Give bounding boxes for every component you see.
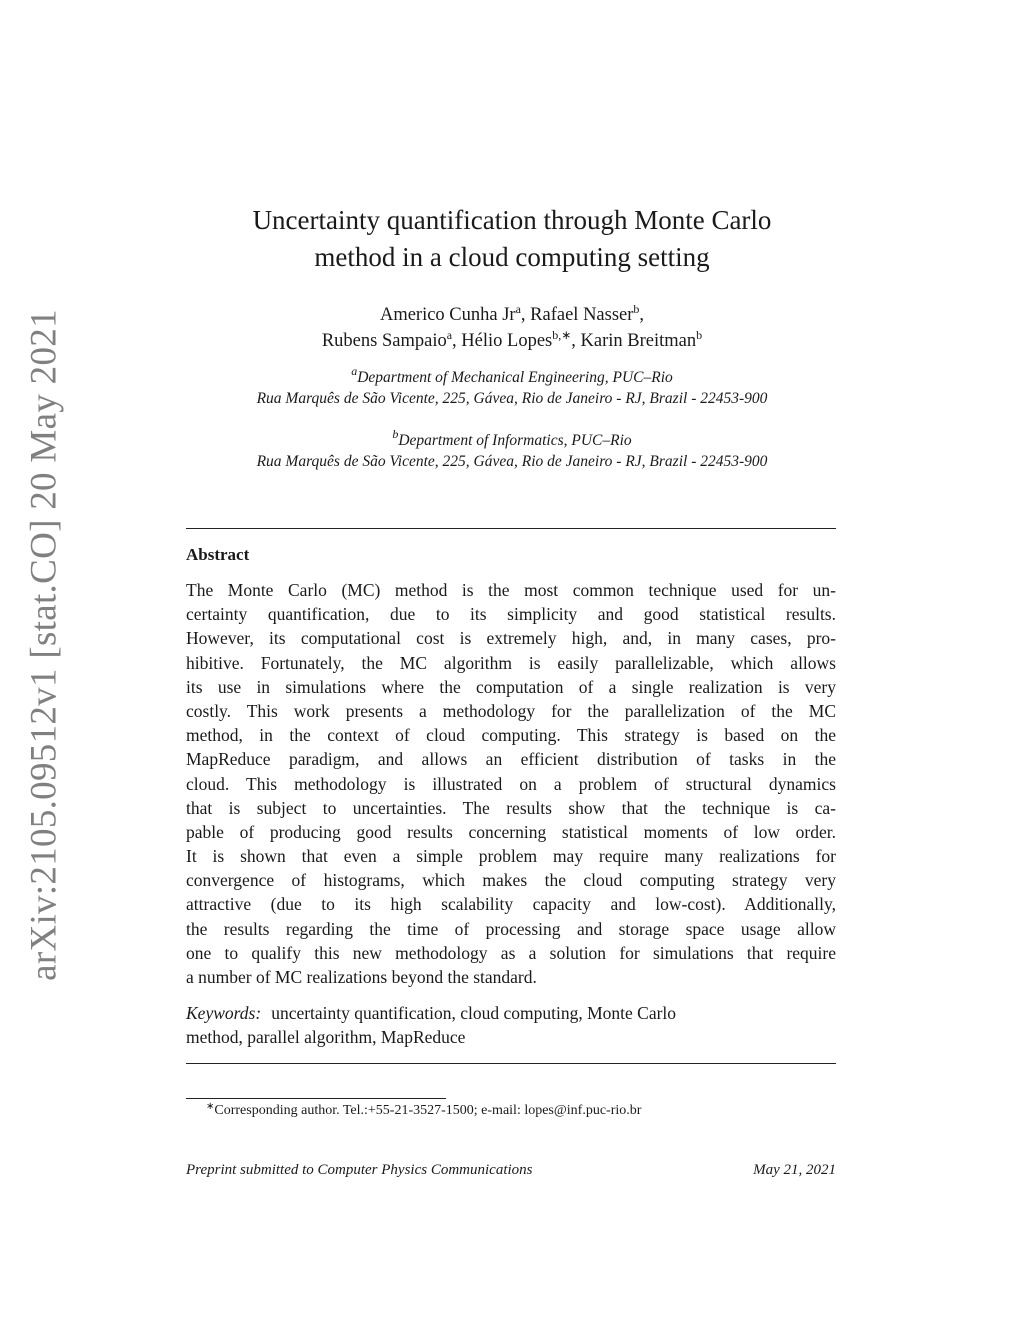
keywords-label: Keywords:: [186, 1003, 262, 1023]
author-affiliation-mark: b,∗: [552, 328, 572, 342]
author-affiliation-mark: a: [515, 302, 521, 316]
abstract-text: [186, 578, 836, 989]
arxiv-identifier: arXiv:2105.09512v1 [stat.CO] 20 May 2021: [23, 309, 65, 981]
author-name: Hélio Lopes: [461, 331, 553, 351]
abstract-line: one to qualify this new methodology as a solution for simulations that require: [186, 942, 836, 963]
footer-date: May 21, 2021: [753, 1162, 836, 1178]
abstract-line: attractive (due to its high scalability capacity and low-cost). Additionally,: [186, 894, 836, 915]
author-name: Rubens Sampaio: [321, 331, 447, 351]
author-separator: ,: [639, 305, 645, 325]
affiliation-mark: a: [351, 364, 358, 378]
abstract-line: However, its computational cost is extremely high, and, in many cases, pro-: [186, 628, 836, 649]
journal-notice: Preprint submitted to Computer Physics Communications: [186, 1162, 533, 1178]
abstract-line: that is subject to uncertainties. The results show that the technique is ca-: [186, 797, 836, 818]
author-affiliation-mark: b: [633, 302, 640, 316]
affiliation-department: Department of Informatics, PUC–Rio: [398, 432, 632, 449]
affiliation-mark: b: [392, 427, 399, 441]
abstract-heading: Abstract: [186, 545, 250, 564]
abstract-line: MapReduce paradigm, and allows an efficient distribution of tasks in the: [186, 749, 836, 770]
affiliation-address: Rua Marquês de São Vicente, 225, Gávea, Rio de Janeiro - RJ, Brazil - 22453-900: [256, 453, 768, 470]
abstract-line: costly. This work presents a methodology for the parallelization of the MC: [186, 700, 836, 721]
abstract-top-rule: [186, 528, 836, 529]
abstract-line: the results regarding the time of processing and storage space usage allow: [186, 918, 836, 939]
abstract-bottom-rule: [186, 1063, 836, 1064]
abstract-line: certainty quantification, due to its simplicity and good statistical results.: [186, 604, 836, 625]
keywords-line: method, parallel algorithm, MapReduce: [186, 1027, 466, 1048]
abstract-line: its use in simulations where the computation of a single realization is very: [186, 676, 836, 697]
footnote-text: Corresponding author. Tel.:+55-21-3527-1500; e-mail: lopes@inf.puc-rio.br: [214, 1103, 642, 1118]
footnote-rule: [186, 1098, 446, 1099]
affiliation-a: [150, 364, 874, 409]
author-affiliation-mark: b: [696, 328, 703, 342]
abstract-line: convergence of histograms, which makes the cloud computing strategy very: [186, 870, 836, 891]
title-line: Uncertainty quantification through Monte Carlo: [252, 205, 772, 235]
author-separator: ,: [452, 331, 462, 351]
affiliation-b: [150, 427, 874, 472]
abstract-line: method, in the context of cloud computing. This strategy is based on the: [186, 725, 836, 746]
keywords: [186, 1001, 836, 1049]
author-separator: ,: [520, 305, 531, 325]
author-name: Karin Breitman: [580, 331, 697, 351]
keywords-line: uncertainty quantification, cloud computing, Monte Carlo: [271, 1003, 677, 1023]
footnote: [186, 1101, 836, 1121]
title-line: method in a cloud computing setting: [314, 242, 710, 272]
affiliation-department: Department of Mechanical Engineering, PUC–Rio: [357, 369, 673, 386]
footnote-mark: ∗: [206, 1101, 215, 1112]
author-line: [180, 328, 844, 354]
abstract-line: cloud. This methodology is illustrated on a problem of structural dynamics: [186, 773, 836, 794]
page-footer: [186, 1160, 836, 1180]
abstract-line: a number of MC realizations beyond the standard.: [186, 967, 537, 987]
abstract-line: It is shown that even a simple problem may require many realizations for: [186, 846, 836, 867]
author-name: Americo Cunha Jr: [379, 305, 516, 325]
author-list: [180, 302, 844, 354]
abstract-line: hibitive. Fortunately, the MC algorithm is easily parallelizable, which allows: [186, 652, 836, 673]
abstract-line: pable of producing good results concerning statistical moments of low order.: [186, 821, 836, 842]
affiliation-address: Rua Marquês de São Vicente, 225, Gávea, Rio de Janeiro - RJ, Brazil - 22453-900: [256, 390, 768, 407]
author-affiliation-mark: a: [446, 328, 453, 342]
paper-title: [180, 202, 844, 276]
author-separator: ,: [571, 331, 581, 351]
author-name: Rafael Nasser: [530, 305, 634, 325]
author-line: [180, 302, 844, 328]
abstract-line: The Monte Carlo (MC) method is the most common technique used for un-: [186, 580, 836, 600]
